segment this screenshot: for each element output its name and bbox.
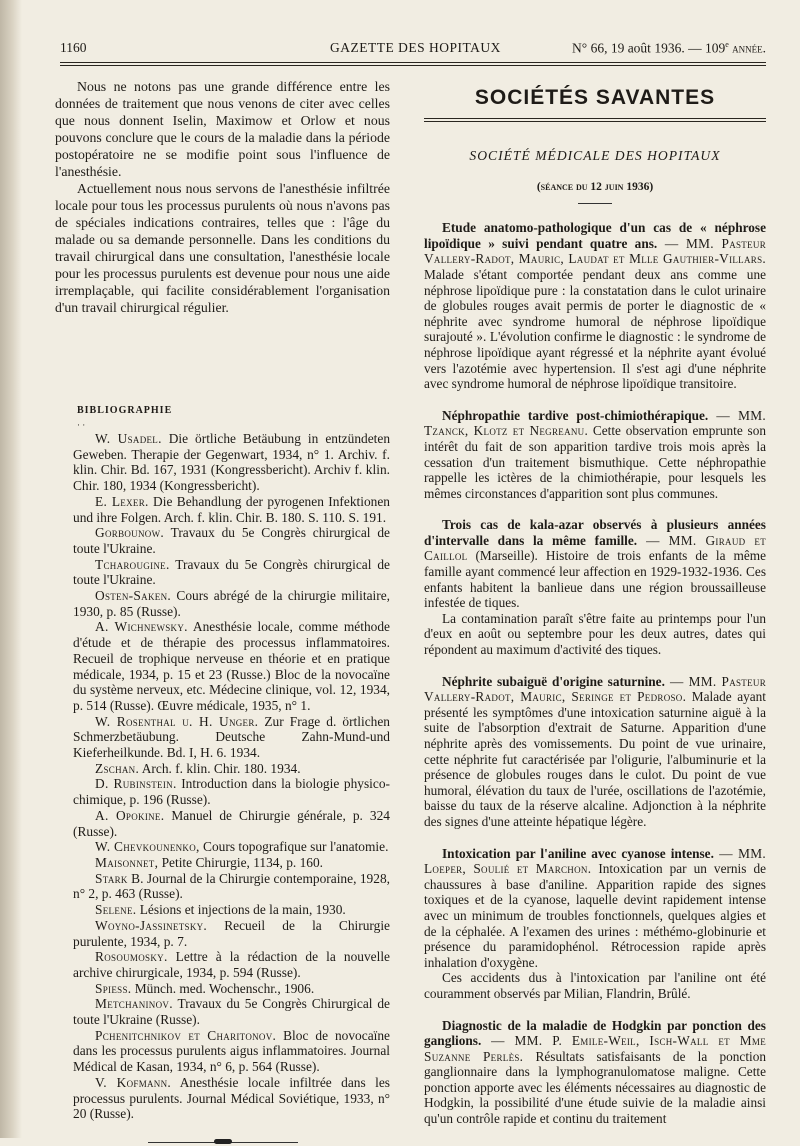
bibliography-text: Bloc de novocaïne dans les processus purulents aigus inflammatoires. Journal Médical de Kasan, 1934, n° 6, p. 564 (Russe). (73, 1027, 390, 1075)
communication-text: Malade ayant présenté les symptômes d'une intoxication saturnine aiguë à la suite de l'absorption d'extrait de Saturne. Apparition d'une néphrite après des vomissements. Du point de vue urinaire, cette néphrite fut caractérisée par l'oligurie, l'albuminurie et la présence de globules rouges dans le culot. Du point de vue humoral, élévation du taux de l'urée, oscillations de l'azotémie, baisse du taux de la réserve alcaline. Adjonction à la néphrite des signes d'une atteinte hépatique légère. (424, 689, 766, 829)
page-number: 1160 (60, 40, 87, 55)
communication-authors: — MM. P. Emile-Weil, Isch-Wall et Mme Suzanne Perlès. (424, 1033, 766, 1064)
bibliography-entry (55, 996, 390, 1027)
communication-title: Néphropathie tardive post-chimiothérapique. (442, 407, 709, 423)
communication-text: Ces accidents dus à l'intoxication par l'aniline ont été couramment observés par Milian, Flandrin, Brûlé. (424, 970, 766, 1001)
bibliography-text: Petite Chirurgie, 1134, p. 160. (158, 854, 324, 870)
bibliography-entry (55, 1028, 390, 1075)
bibliography-text: Travaux du 5e Congrès chirurgical de toute l'Ukraine. (73, 525, 390, 556)
bibliography-author: Spiess. (95, 980, 132, 996)
communication-paragraph (424, 674, 766, 830)
bibliography-mark: · · (77, 420, 86, 430)
bibliography-entry (55, 839, 390, 855)
bibliography-text: Münch. med. Wochenschr., 1906. (131, 980, 315, 996)
bibliography-text: Cours abrégé de la chirurgie militaire, 1930, p. 85 (Russe). (73, 588, 390, 619)
communication-authors: — MM. Pasteur Vallery-Radot, Mauric, Seringe et Pedroso. (424, 673, 766, 705)
bibliography-text: Cours topografique sur l'anatomie. (199, 839, 389, 855)
seance-rule (578, 203, 612, 204)
communication-paragraph (424, 1018, 766, 1127)
seance-date: (séance du 12 juin 1936) (536, 180, 654, 193)
communication-text: Intoxication par un vernis de chaussures à base d'aniline. Apparition rapide des signes toxiques et de la cyanose, laquelle devint rapidement intense avec un minimum de troubles fonctionnels, quelques algies et de la céphalée. A l'examen des urines : méthémo-globinurie et présence du paramidophénol. Rétrocession rapide après inhalation d'oxygène. (424, 861, 766, 970)
right-column (424, 78, 766, 1127)
bibliography-text: Die Behandlung der pyrogenen Infektionen und ihre Folgen. Arch. f. klin. Chir. B. 180. S. 110. S. 191. (73, 493, 390, 525)
bibliography-text: Travaux du 5e Congrès chirurgical de toute l'Ukraine. (73, 556, 390, 588)
bibliography-entry (55, 855, 390, 871)
left-column (55, 78, 390, 1146)
section-title: SOCIÉTÉS SAVANTES (474, 86, 716, 109)
bibliography-author: Rosoumosky. (95, 949, 168, 965)
bibliography-author: Selene. (95, 902, 137, 918)
communication-title: Trois cas de kala-azar observés à plusieurs années d'intervalle dans la même famille. (424, 517, 766, 548)
bibliography-author: Gorbounow. (95, 525, 165, 541)
bibliography-author: A. Wichnewsky. (95, 619, 188, 635)
communication (424, 1018, 766, 1127)
bibliography-entry (55, 557, 390, 588)
communication-title: Néphrite subaiguë d'origine saturnine. (442, 673, 665, 689)
bibliography-entry (55, 494, 390, 525)
communication-authors: — MM. Loeper, Soulié et Marchon. (424, 845, 766, 877)
communication-authors: — MM. Tzanck, Klotz et Negreanu. (424, 407, 767, 439)
communication-paragraph (424, 846, 766, 971)
bibliography-text: Travaux du 5e Congrès Chirurgical de toute l'Ukraine (Russe). (73, 996, 390, 1028)
communication-paragraph (424, 611, 766, 658)
bibliography-text: Anesthésie locale, comme méthode d'étude et de thérapie des processus inflammatoires. Recueil de trophique nerveuse en théorie et en pratique médicale, 1934, p. 15 et 23 (Russe.) Bloc de la novocaïne du système nerveux, etc. Médecine clinique, vol. 12, 1934, p. 514 (Russe). Œuvre médicale, 1935, n° 1. (73, 619, 390, 713)
bibliography-text: Anesthésie locale infiltrée dans les processus purulents. Journal Médical Soviétique, 1933, n° 20 (Russe). (73, 1074, 390, 1122)
communication (424, 517, 766, 657)
communication-authors: — MM. Giraud et Caillol (424, 532, 766, 564)
bibliography-entry (55, 776, 390, 807)
section-rule-thin (424, 121, 766, 122)
bibliography-author: W. Chevkounenko, (95, 839, 200, 855)
communication-title: Intoxication par l'aniline avec cyanose intense. (442, 845, 714, 861)
bibliography-entry (55, 871, 390, 902)
bibliography-author: Tcharougine. (95, 556, 170, 572)
communication-paragraph (424, 970, 766, 1001)
bibliography-text: Recueil de la Chirurgie purulente, 1934, p. 7. (73, 917, 390, 949)
bibliography-author: Pchenitchnikov et Charitonov. (95, 1027, 277, 1043)
communication-text: Résultats satisfaisants de la ponction ganglionnaire dans la lymphogranulomatose maligne. Cette ponction apporte avec les éléments nécessaires au diagnostic de Hodgkin, la possibilité d'une étude suivie de la maladie ainsi qu'un contrôle rapide et continu du traitement (424, 1048, 766, 1127)
communication-paragraph (424, 517, 766, 611)
bibliography-entry (55, 588, 390, 619)
bibliography-entry (55, 431, 390, 494)
bibliography-entry (55, 918, 390, 949)
bibliography-entry (55, 1075, 390, 1122)
bibliography-entry (55, 808, 390, 839)
bibliography-text: Manuel de Chirurgie générale, p. 324 (Russe). (73, 807, 391, 839)
society-name: SOCIÉTÉ MÉDICALE DES HOPITAUX (469, 148, 721, 163)
bibliography-author: W. Rosenthal u. H. Unger. (95, 713, 259, 729)
bibliography-entry (55, 761, 390, 777)
bibliography-entry (55, 619, 390, 713)
communication-text: Cette observation emprunte son intérêt du fait de son apparition tardive trois mois après la cessation d'un traitement bismuthique. Cette néphropathie rappelle les ictères de la chimiothérapie, pour lesquels les mêmes circonstances d'apparition sont plus communes. (424, 423, 766, 501)
article-paragraph: Actuellement nous nous servons de l'anesthésie infiltrée locale pour tous les processus purulents où nous n'avons pas de spéciales indications contraires, telles que : l'âge du malade ou sa demande personnelle. Dans les conditions du travail chirurgical dans une consultation, l'anesthésie locale pour les processus purulents est devenue pour nous une aide irremplaçable, qui facilite considérablement l'organisation d'un travail chirurgical régulier. (55, 181, 390, 315)
page-header (60, 40, 766, 60)
bibliography-author: D. Rubinstein. (95, 776, 177, 792)
bibliography-author: Maisonnet, (95, 854, 159, 870)
bibliography-author: Metchaninov. (95, 996, 173, 1012)
bibliography-text: Lésions et injections de la main, 1930. (136, 902, 346, 918)
communication-title: Etude anatomo-pathologique d'un cas de « néphrose lipoïdique » suivi pendant quatre ans. (424, 220, 766, 251)
bibliography-text: B. Journal de la Chirurgie contemporaine, 1928, n° 2, p. 463 (Russe). (73, 870, 390, 902)
bibliography-entry (55, 714, 390, 761)
communication-authors: — MM. Pasteur Vallery-Radot, Mauric, Laudat et Mlle Gauthier-Villars. (424, 235, 766, 267)
communication-paragraph (424, 408, 766, 502)
bibliography-text: Zur Frage d. örtlichen Schmerzbetäubung. Deutsche Zahn-Mund-und Kieferheilkunde. Bd. I, H. 6. 1934. (73, 713, 390, 761)
journal-title: GAZETTE DES HOPITAUX (330, 40, 501, 55)
bibliography-author: Stark (95, 870, 128, 886)
bibliography-author: V. Kofmann. (95, 1074, 172, 1090)
bibliography-entry (55, 902, 390, 918)
section-rule (424, 118, 766, 119)
bibliography-entry (55, 949, 390, 980)
communication-title: Diagnostic de la maladie de Hodgkin par ponction des ganglions. (424, 1017, 766, 1049)
header-rule-thin (60, 65, 766, 66)
article-text (55, 78, 390, 316)
scan-edge (0, 0, 22, 1138)
bibliography-author: E. Lexer. (95, 493, 149, 509)
bibliography-author: Osten-Saken. (95, 588, 172, 604)
end-ornament (148, 1138, 298, 1146)
article-paragraph: Nous ne notons pas une grande différence entre les données de traitement que nous venons de citer avec celles que nous donnent Iselin, Maximow et Orlow et nous pouvons conclure que le cours de la maladie dans la période postopératoire ne se modifie point sous l'influence de l'anesthésie. (55, 79, 390, 179)
bibliography-title: BIBLIOGRAPHIE (77, 405, 173, 416)
communication-text: La contamination paraît s'être faite au printemps pour l'un d'eux en août ou septembre pour les deux autres, dates qui répondent au maximum d'activité des tiques. (424, 610, 766, 658)
bibliography-author: Woyno-Jassinetsky. (95, 917, 208, 933)
issue-line: N° 66, 19 août 1936. — 109e année. (572, 40, 766, 56)
bibliography-text: Introduction dans la biologie physico-chimique, p. 196 (Russe). (73, 776, 390, 808)
communication (424, 220, 766, 392)
bibliography-list (55, 431, 390, 1122)
bibliography-author: A. Opokine. (95, 807, 165, 823)
bibliography-author: Zschan. (95, 760, 140, 776)
communication-text: Malade s'étant comportée pendant deux ans comme une néphrose lipoïdique pure : la constatation dans le culot urinaire de globules rouges avait permis de porter le diagnostic de « néphrite avec syndrome humoral de néphrose lipoïdique surajouté ». L'évolution confirme le diagnostic : le syndrome de néphrose lipoïdique ayant régressé et la néphrite ayant évolué vers l'azotémie avec hypertension. Il s'est agi d'une néphrite avec syndrome humoral de néphrose lipoïdique transitoire. (424, 266, 766, 392)
communication (424, 846, 766, 1002)
communications-list (424, 220, 766, 1126)
bibliography-author: W. Usadel. (95, 431, 162, 446)
communication (424, 674, 766, 830)
bibliography-entry (55, 525, 390, 556)
bibliography-text: Lettre à la rédaction de la nouvelle archive chirurgicale, 1934, p. 594 (Russe). (73, 949, 390, 980)
bibliography-entry (55, 981, 390, 997)
communication-text: (Marseille). Histoire de trois enfants de la même famille ayant commencé leur affection en 1929-1932-1936. Ces enfants habitent la banlieue dans une région broussailleuse infestée de tiques. (424, 548, 766, 611)
bibliography-text: Die örtliche Betäubung in entzündeten Geweben. Therapie der Gegenwart, 1934, n° 1. Archiv. f. klin. Chir. Bd. 167, 1931 (Kongressbericht). Archiv f. klin. Chir. 180, 1934 (Kongressbericht). (73, 431, 391, 494)
header-rule (60, 62, 766, 63)
communication-paragraph (424, 220, 766, 392)
communication (424, 408, 766, 502)
bibliography-text: Arch. f. klin. Chir. 180. 1934. (139, 760, 301, 776)
